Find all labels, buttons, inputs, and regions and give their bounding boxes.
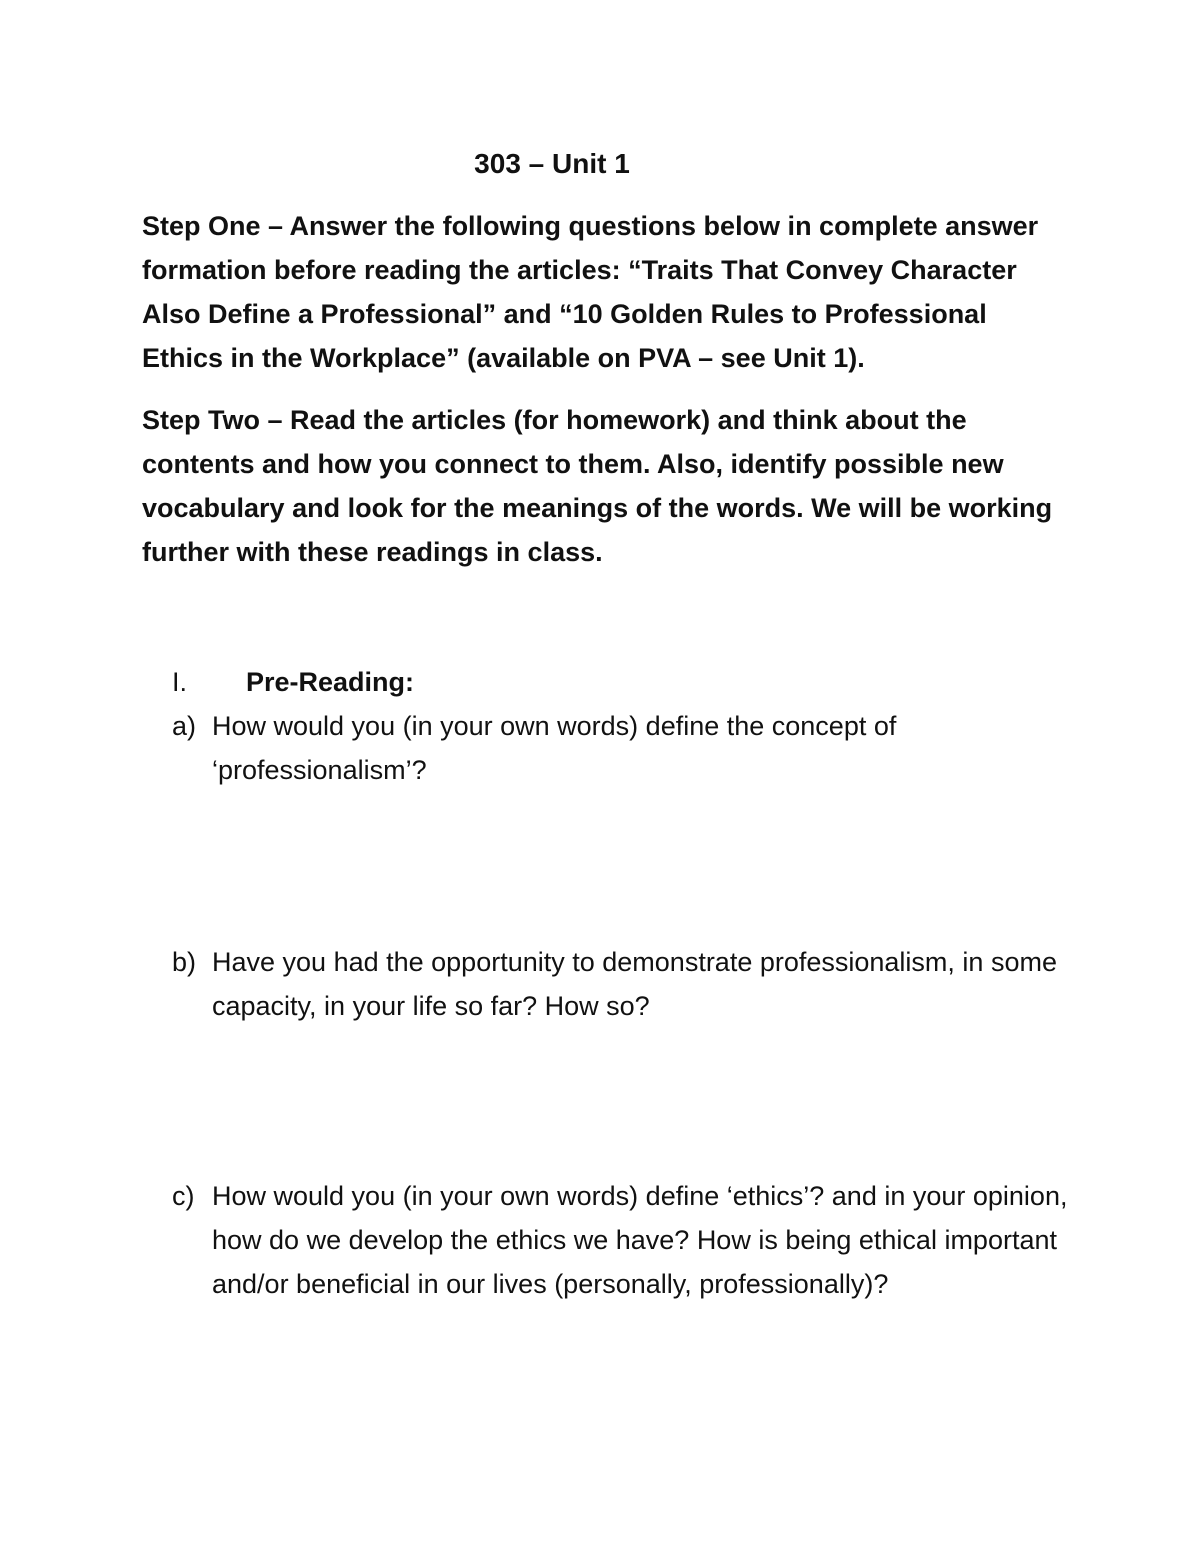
section-numeral: I. (172, 667, 188, 697)
question-letter: c) (172, 1181, 195, 1211)
question-c (172, 1174, 1072, 1306)
question-a (172, 704, 1072, 792)
question-letter: b) (172, 947, 197, 977)
section-heading (172, 660, 414, 704)
step-two-instructions: Step Two – Read the articles (for homework) and think about the contents and how you connect to them. Also, identify possible new vocabulary and look for the meanings of the words. We will be working further with these readings in class. (142, 405, 1053, 567)
step-one-instructions: Step One – Answer the following questions below in complete answer formation before reading the articles: “Traits That Convey Character Also Define a Professional” and “10 Golden Rules to Professional Ethics in the Workplace” (available on PVA – see Unit 1). (142, 211, 1039, 373)
question-text: Have you had the opportunity to demonstrate professionalism, in some capacity, in your life so far? How so? (212, 947, 1057, 1021)
question-text: How would you (in your own words) define the concept of ‘professionalism’? (212, 711, 897, 785)
question-b (172, 940, 1072, 1028)
question-text: How would you (in your own words) define ‘ethics’? and in your opinion, how do we develop the ethics we have? How is being ethical important and/or beneficial in our lives (personally, professionally)? (212, 1181, 1068, 1299)
document-title: 303 – Unit 1 (474, 148, 630, 179)
section-title: Pre-Reading: (246, 667, 415, 697)
question-letter: a) (172, 711, 197, 741)
